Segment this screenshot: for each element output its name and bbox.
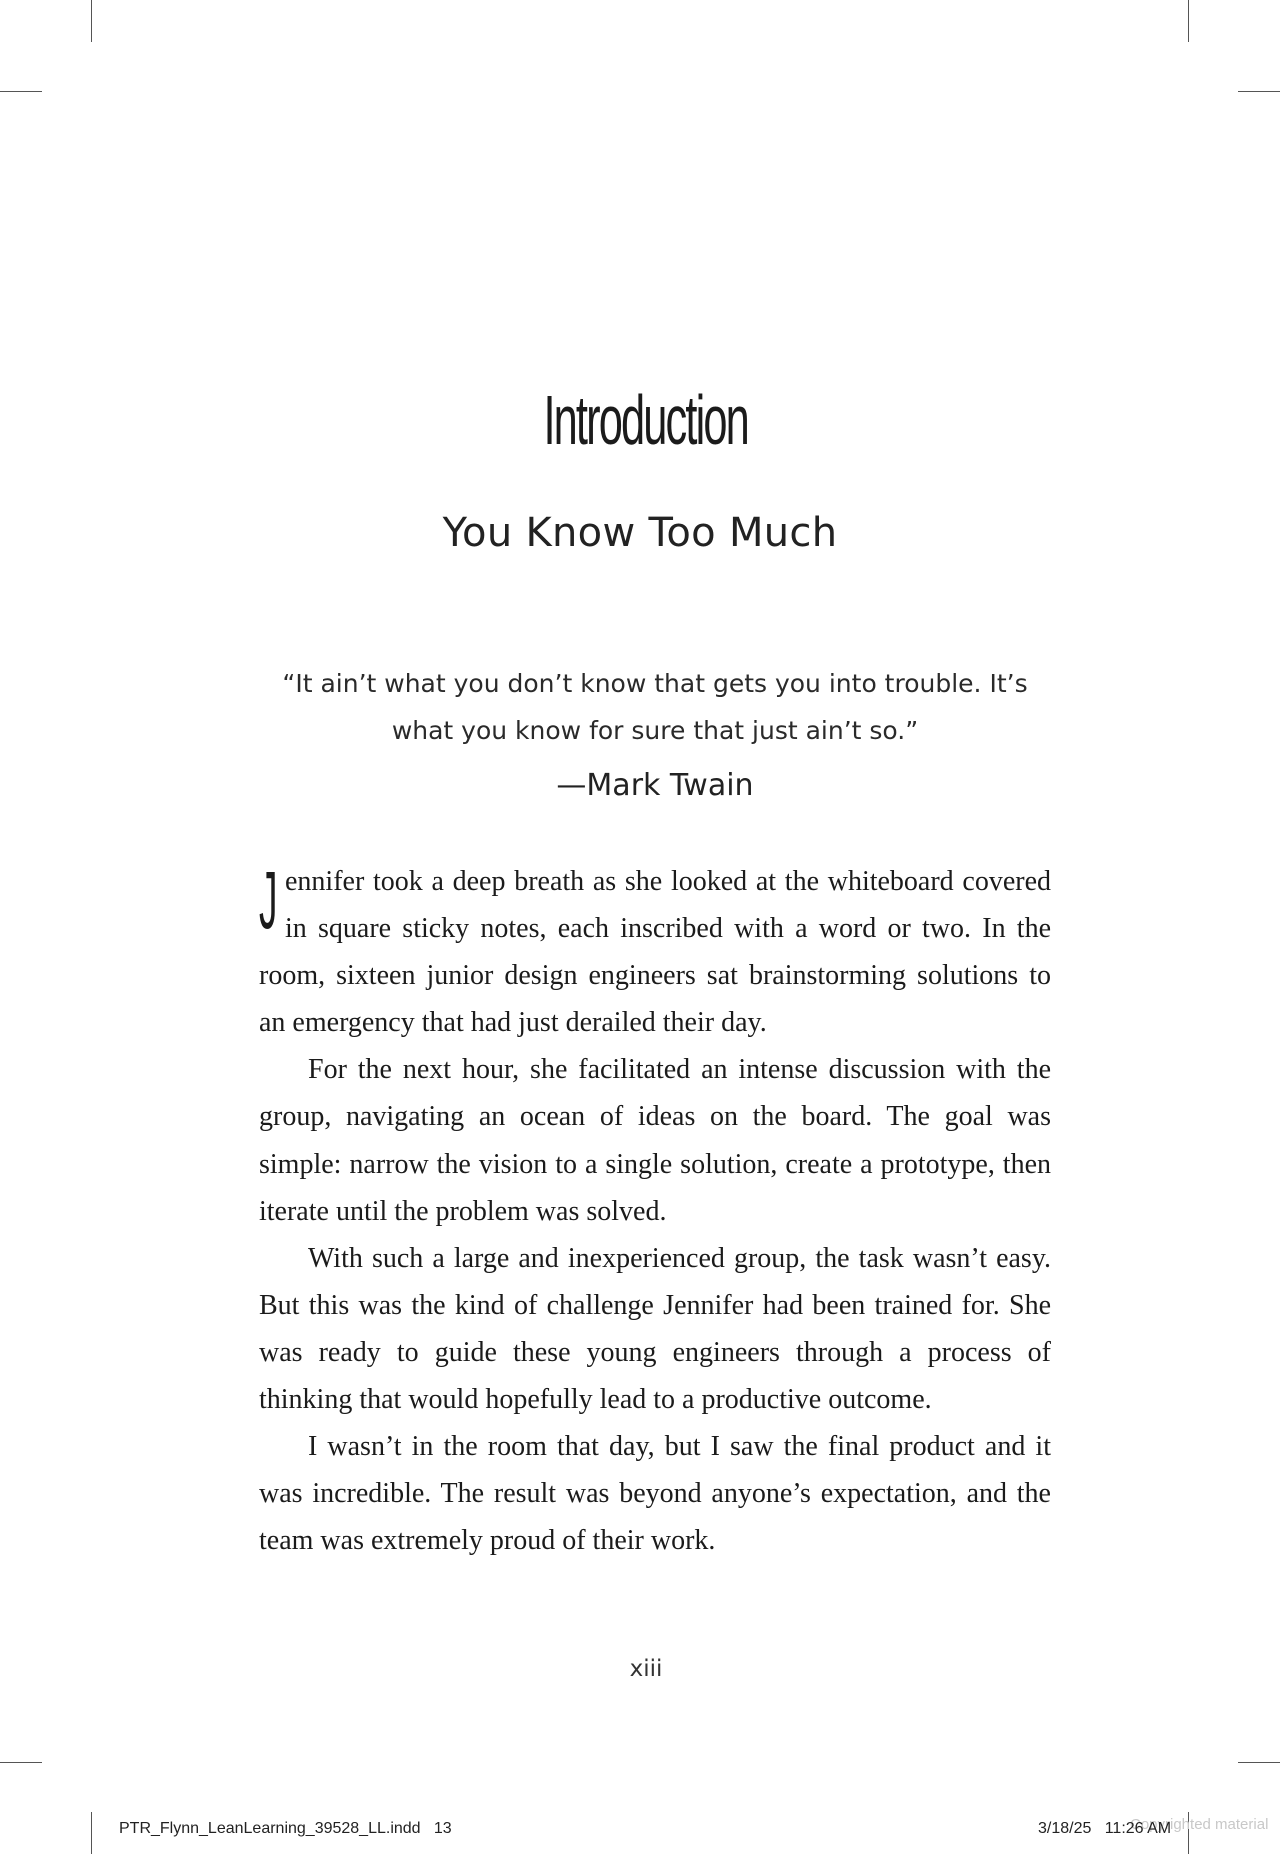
paragraph-4: I wasn’t in the room that day, but I saw the final product and it was incredible. The result was beyond anyone’s expectation, and the team was extremely proud of their work.	[259, 1431, 1051, 1557]
epigraph-line-1: “It ain’t what you don’t know that gets you into trouble. It’s	[282, 669, 1028, 698]
slug-filename: PTR_Flynn_LeanLearning_39528_LL.indd 13	[119, 1820, 452, 1837]
chapter-subtitle: You Know Too Much	[442, 510, 838, 556]
crop-mark-bottom-right	[1238, 1762, 1280, 1763]
crop-mark-bottom-left	[0, 1762, 42, 1763]
copyright-watermark: Copyrighted material	[1130, 1816, 1269, 1833]
paragraph-1-text: ennifer took a deep breath as she looked at the whiteboard covered in square sticky notes, each inscribed with a word or two. In the room, sixteen junior design engineers sat brainstorming solutions to an emergency that had just derailed their day.	[259, 866, 1051, 1039]
epigraph-attribution: —Mark Twain	[556, 768, 754, 803]
crop-mark-top-right	[1238, 91, 1280, 92]
paragraph-3: With such a large and inexperienced group, the task wasn’t easy. But this was the kind of challenge Jennifer had been trained for. She was ready to guide these young engineers through a process of thinking that would hopefully lead to a productive outcome.	[259, 1242, 1051, 1416]
crop-mark-top-right	[1188, 0, 1189, 42]
drop-cap: J	[259, 855, 278, 946]
epigraph-quote	[250, 660, 1060, 754]
crop-mark-bottom-left	[91, 1812, 92, 1854]
chapter-title: Introduction	[543, 381, 748, 459]
page-number: xiii	[629, 1656, 663, 1682]
crop-mark-top-left	[0, 91, 42, 92]
crop-mark-top-left	[91, 0, 92, 42]
paragraph-2: For the next hour, she facilitated an intense discussion with the group, navigating an ocean of ideas on the board. The goal was simple: narrow the vision to a single solution, create a prototype, then iterate until the problem was solved.	[259, 1054, 1051, 1227]
slug-datetime: 3/18/25 11:26 AM	[1038, 1820, 1172, 1837]
epigraph-line-2: what you know for sure that just ain’t so.”	[391, 716, 919, 745]
body-text	[259, 855, 1051, 1564]
paragraph-1	[259, 855, 1051, 1046]
